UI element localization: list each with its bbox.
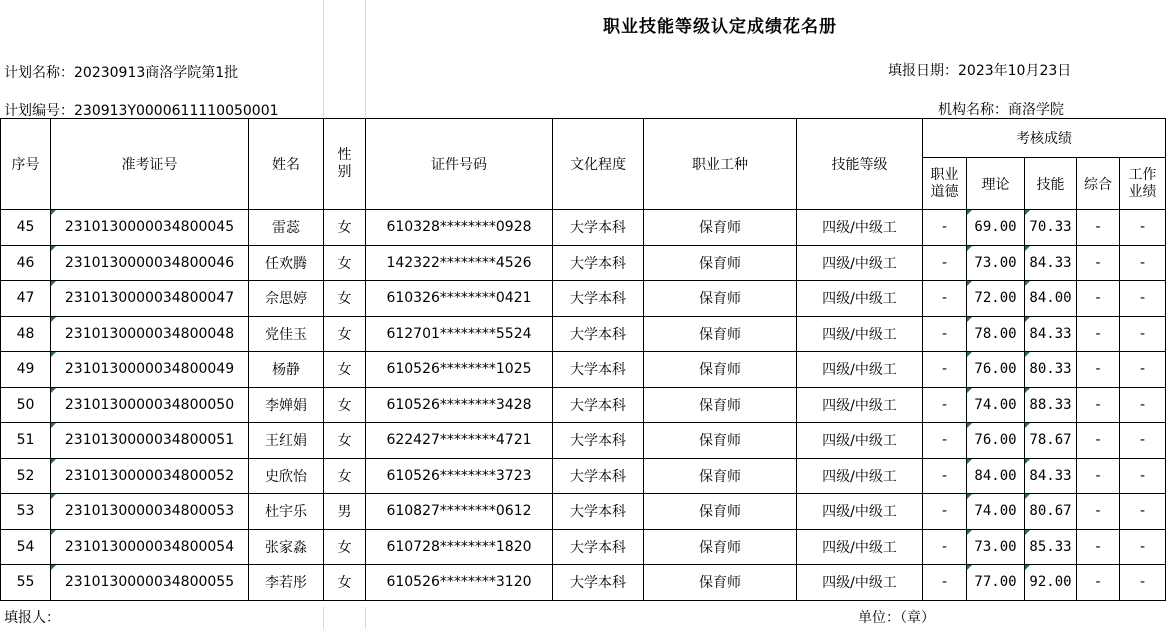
cell-occupation: 保育师	[644, 210, 797, 246]
cell-theory: 73.00	[967, 245, 1025, 281]
cell-occupation: 保育师	[644, 316, 797, 352]
cell-skill-level: 四级/中级工	[797, 387, 923, 423]
cell-skill-level: 四级/中级工	[797, 281, 923, 317]
cell-overall: -	[1077, 352, 1120, 388]
cell-theory: 74.00	[967, 494, 1025, 530]
header-exam-number: 准考证号	[51, 119, 249, 210]
cell-gender: 女	[324, 458, 366, 494]
cell-name: 张家淼	[249, 529, 324, 565]
cell-education: 大学本科	[553, 387, 644, 423]
cell-overall: -	[1077, 387, 1120, 423]
cell-skill: 88.33	[1025, 387, 1077, 423]
cell-skill: 84.33	[1025, 316, 1077, 352]
cell-education: 大学本科	[553, 245, 644, 281]
cell-skill-level: 四级/中级工	[797, 423, 923, 459]
cell-ethics: -	[923, 387, 967, 423]
cell-ethics: -	[923, 565, 967, 601]
fill-date: 填报日期：2023年10月23日	[888, 63, 1072, 79]
cell-overall: -	[1077, 245, 1120, 281]
cell-overall: -	[1077, 458, 1120, 494]
cell-seq: 47	[1, 281, 51, 317]
cell-id-number: 610326********0421	[366, 281, 553, 317]
cell-work: -	[1120, 316, 1166, 352]
table-row	[1, 494, 1166, 530]
cell-skill-level: 四级/中级工	[797, 245, 923, 281]
cell-name: 李婵娟	[249, 387, 324, 423]
cell-seq: 48	[1, 316, 51, 352]
cell-occupation: 保育师	[644, 423, 797, 459]
cell-theory: 84.00	[967, 458, 1025, 494]
cell-exam-number: 2310130000034800045	[51, 210, 249, 246]
header-skill: 技能	[1025, 158, 1077, 210]
table-row	[1, 458, 1166, 494]
cell-id-number: 610827********0612	[366, 494, 553, 530]
cell-seq: 46	[1, 245, 51, 281]
cell-education: 大学本科	[553, 529, 644, 565]
cell-skill: 84.00	[1025, 281, 1077, 317]
cell-work: -	[1120, 387, 1166, 423]
cell-skill-level: 四级/中级工	[797, 494, 923, 530]
cell-id-number: 610526********3428	[366, 387, 553, 423]
cell-skill-level: 四级/中级工	[797, 529, 923, 565]
cell-skill: 80.33	[1025, 352, 1077, 388]
cell-occupation: 保育师	[644, 245, 797, 281]
header-seq: 序号	[1, 119, 51, 210]
cell-gender: 女	[324, 529, 366, 565]
cell-skill-level: 四级/中级工	[797, 565, 923, 601]
table-row	[1, 352, 1166, 388]
cell-exam-number: 2310130000034800049	[51, 352, 249, 388]
cell-exam-number: 2310130000034800047	[51, 281, 249, 317]
cell-occupation: 保育师	[644, 565, 797, 601]
cell-ethics: -	[923, 245, 967, 281]
cell-skill-level: 四级/中级工	[797, 316, 923, 352]
cell-work: -	[1120, 423, 1166, 459]
cell-exam-number: 2310130000034800054	[51, 529, 249, 565]
cell-name: 任欢腾	[249, 245, 324, 281]
header-education: 文化程度	[553, 119, 644, 210]
cell-overall: -	[1077, 494, 1120, 530]
cell-name: 史欣怡	[249, 458, 324, 494]
header-id-number: 证件号码	[366, 119, 553, 210]
header-name: 姓名	[249, 119, 324, 210]
cell-overall: -	[1077, 281, 1120, 317]
organization-name: 机构名称：商洛学院	[938, 102, 1064, 118]
cell-ethics: -	[923, 281, 967, 317]
cell-name: 佘思婷	[249, 281, 324, 317]
cell-theory: 78.00	[967, 316, 1025, 352]
cell-occupation: 保育师	[644, 387, 797, 423]
cell-gender: 女	[324, 245, 366, 281]
header-gender: 性别	[324, 119, 366, 210]
cell-work: -	[1120, 494, 1166, 530]
cell-work: -	[1120, 281, 1166, 317]
cell-occupation: 保育师	[644, 529, 797, 565]
cell-theory: 76.00	[967, 423, 1025, 459]
cell-skill-level: 四级/中级工	[797, 458, 923, 494]
table-row	[1, 316, 1166, 352]
cell-overall: -	[1077, 210, 1120, 246]
header-scores: 考核成绩	[923, 119, 1166, 158]
cell-skill-level: 四级/中级工	[797, 352, 923, 388]
cell-work: -	[1120, 210, 1166, 246]
gridline	[323, 0, 324, 118]
table-row	[1, 210, 1166, 246]
cell-exam-number: 2310130000034800048	[51, 316, 249, 352]
cell-gender: 女	[324, 352, 366, 388]
cell-theory: 74.00	[967, 387, 1025, 423]
footer-reporter: 填报人：	[4, 610, 60, 626]
cell-work: -	[1120, 529, 1166, 565]
header-row	[1, 119, 1166, 158]
cell-name: 王红娟	[249, 423, 324, 459]
cell-work: -	[1120, 458, 1166, 494]
cell-exam-number: 2310130000034800055	[51, 565, 249, 601]
cell-exam-number: 2310130000034800051	[51, 423, 249, 459]
cell-ethics: -	[923, 458, 967, 494]
cell-seq: 53	[1, 494, 51, 530]
plan-number: 计划编号：230913Y0000611110050001	[4, 103, 279, 119]
table-row	[1, 529, 1166, 565]
cell-ethics: -	[923, 529, 967, 565]
cell-education: 大学本科	[553, 352, 644, 388]
cell-exam-number: 2310130000034800052	[51, 458, 249, 494]
cell-occupation: 保育师	[644, 352, 797, 388]
cell-skill: 92.00	[1025, 565, 1077, 601]
cell-occupation: 保育师	[644, 281, 797, 317]
header-overall: 综合	[1077, 158, 1120, 210]
cell-overall: -	[1077, 529, 1120, 565]
cell-name: 杨静	[249, 352, 324, 388]
cell-name: 杜宇乐	[249, 494, 324, 530]
cell-education: 大学本科	[553, 210, 644, 246]
cell-gender: 男	[324, 494, 366, 530]
header-theory: 理论	[967, 158, 1025, 210]
cell-work: -	[1120, 245, 1166, 281]
footer-unit: 单位：（章）	[858, 610, 935, 626]
cell-theory: 72.00	[967, 281, 1025, 317]
cell-skill: 70.33	[1025, 210, 1077, 246]
cell-work: -	[1120, 352, 1166, 388]
cell-id-number: 622427********4721	[366, 423, 553, 459]
cell-name: 李若彤	[249, 565, 324, 601]
table-row	[1, 245, 1166, 281]
cell-education: 大学本科	[553, 565, 644, 601]
header-occupation: 职业工种	[644, 119, 797, 210]
cell-exam-number: 2310130000034800046	[51, 245, 249, 281]
table-row	[1, 281, 1166, 317]
cell-seq: 52	[1, 458, 51, 494]
cell-exam-number: 2310130000034800050	[51, 387, 249, 423]
cell-gender: 女	[324, 316, 366, 352]
cell-seq: 45	[1, 210, 51, 246]
gridline	[365, 607, 366, 629]
cell-skill: 80.67	[1025, 494, 1077, 530]
cell-education: 大学本科	[553, 281, 644, 317]
cell-work: -	[1120, 565, 1166, 601]
cell-id-number: 142322********4526	[366, 245, 553, 281]
cell-id-number: 612701********5524	[366, 316, 553, 352]
document-title: 职业技能等级认定成绩花名册	[603, 17, 837, 37]
table-row	[1, 387, 1166, 423]
cell-skill: 78.67	[1025, 423, 1077, 459]
cell-gender: 女	[324, 281, 366, 317]
plan-name: 计划名称：20230913商洛学院第1批	[4, 65, 239, 81]
header-ethics: 职业道德	[923, 158, 967, 210]
cell-id-number: 610526********1025	[366, 352, 553, 388]
cell-seq: 55	[1, 565, 51, 601]
cell-education: 大学本科	[553, 316, 644, 352]
cell-ethics: -	[923, 423, 967, 459]
cell-skill-level: 四级/中级工	[797, 210, 923, 246]
cell-gender: 女	[324, 565, 366, 601]
grade-table	[0, 118, 1166, 601]
cell-education: 大学本科	[553, 494, 644, 530]
cell-id-number: 610328********0928	[366, 210, 553, 246]
cell-id-number: 610526********3120	[366, 565, 553, 601]
cell-theory: 76.00	[967, 352, 1025, 388]
cell-overall: -	[1077, 423, 1120, 459]
cell-exam-number: 2310130000034800053	[51, 494, 249, 530]
cell-overall: -	[1077, 565, 1120, 601]
cell-id-number: 610526********3723	[366, 458, 553, 494]
header-work: 工作业绩	[1120, 158, 1166, 210]
header-skill-level: 技能等级	[797, 119, 923, 210]
cell-gender: 女	[324, 387, 366, 423]
table-row	[1, 565, 1166, 601]
cell-theory: 77.00	[967, 565, 1025, 601]
cell-occupation: 保育师	[644, 458, 797, 494]
cell-seq: 54	[1, 529, 51, 565]
cell-name: 雷蕊	[249, 210, 324, 246]
cell-gender: 女	[324, 210, 366, 246]
cell-ethics: -	[923, 494, 967, 530]
cell-name: 党佳玉	[249, 316, 324, 352]
cell-theory: 73.00	[967, 529, 1025, 565]
cell-ethics: -	[923, 316, 967, 352]
cell-id-number: 610728********1820	[366, 529, 553, 565]
cell-skill: 85.33	[1025, 529, 1077, 565]
cell-occupation: 保育师	[644, 494, 797, 530]
cell-seq: 50	[1, 387, 51, 423]
cell-skill: 84.33	[1025, 245, 1077, 281]
cell-seq: 49	[1, 352, 51, 388]
cell-education: 大学本科	[553, 423, 644, 459]
cell-ethics: -	[923, 352, 967, 388]
cell-ethics: -	[923, 210, 967, 246]
gridline	[365, 0, 366, 118]
gridline	[323, 607, 324, 629]
cell-education: 大学本科	[553, 458, 644, 494]
cell-overall: -	[1077, 316, 1120, 352]
cell-gender: 女	[324, 423, 366, 459]
cell-skill: 84.33	[1025, 458, 1077, 494]
table-row	[1, 423, 1166, 459]
cell-seq: 51	[1, 423, 51, 459]
cell-theory: 69.00	[967, 210, 1025, 246]
